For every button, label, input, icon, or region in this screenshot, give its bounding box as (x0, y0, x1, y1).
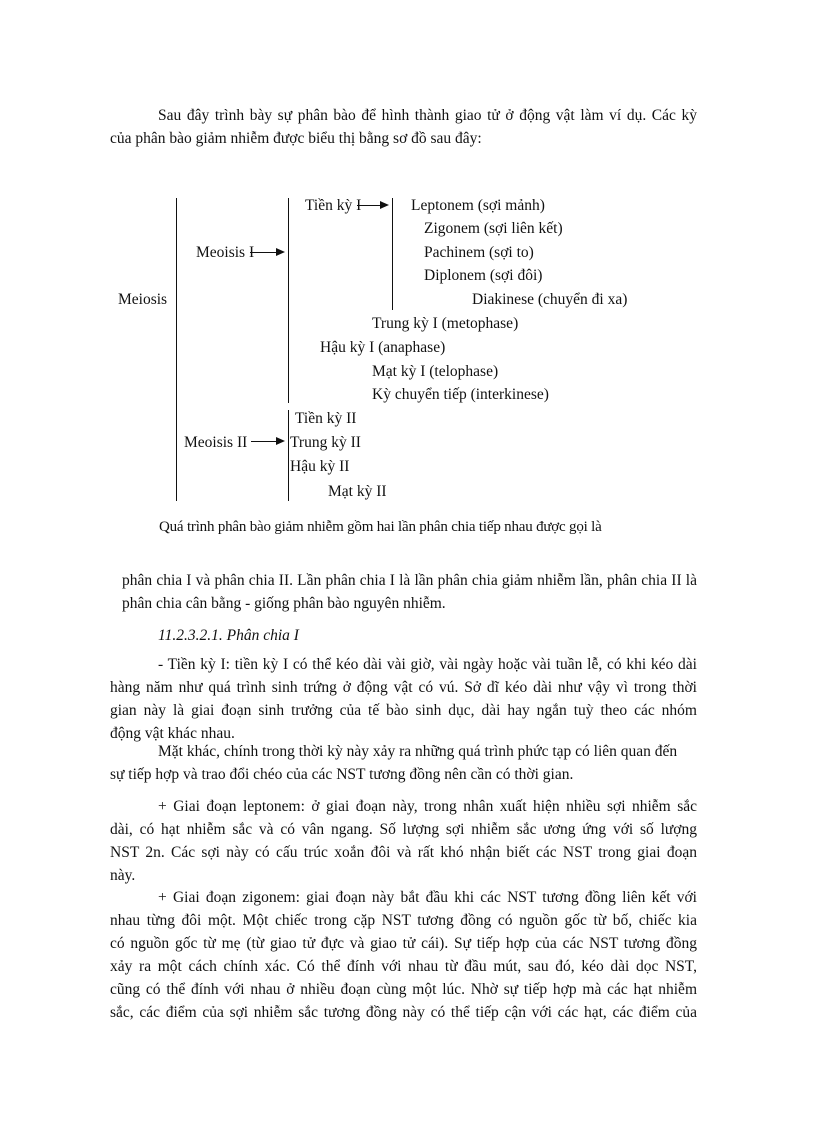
phase-tien-ky-2: Tiền kỳ II (295, 410, 357, 427)
zigonem-line-1: + Giai đoạn zigonem: giai đoạn này bắt đầu khi các NST tương đồng liên kết với (158, 889, 697, 906)
stage-diplonem: Diplonem (sợi đôi) (424, 267, 543, 284)
tien-ky-line-2: hàng năm như quá trình sinh trứng ở động vật có vú. Sở dĩ kéo dài như vậy vì trong thời (110, 679, 697, 696)
tien-ky-1-arrow-line (357, 205, 381, 206)
diagram-caption: Quá trình phân bào giảm nhiễm gồm hai lần phân chia tiếp nhau được gọi là (159, 519, 602, 535)
zigonem-line-5: cũng có thể đính với nhau ở nhiều đoạn cùng một lúc. Nhờ sự tiếp hợp mà các hạt nhiễm (110, 981, 697, 998)
tien-ky-line-4: động vật khác nhau. (110, 725, 235, 742)
leptonem-line-1: + Giai đoạn leptonem: ở giai đoạn này, trong nhân xuất hiện nhiều sợi nhiễm sắc (158, 798, 697, 815)
leptonem-line-2: dài, có hạt nhiễm sắc và có vân ngang. Số lượng sợi nhiễm sắc ương ứng với số lượng (110, 821, 697, 838)
mat-khac-line-1: Mặt khác, chính trong thời kỳ này xảy ra những quá trình phức tạp có liên quan đến (158, 743, 678, 760)
phase-mat-ky-1: Mạt kỳ I (telophase) (372, 363, 499, 380)
mat-khac-paragraph (110, 740, 697, 786)
zigonem-line-4: xảy ra một cách chính xác. Có thể đính với nhau từ đầu mút, sau đó, kéo dài dọc NST, (110, 958, 697, 975)
tien-ky-1-arrowhead (380, 201, 389, 209)
zigonem-paragraph (110, 886, 697, 1024)
zigonem-line-3: có nguồn gốc từ mẹ (từ giao tử đực và giao tử cái). Sự tiếp hợp của các NST tương đồng (110, 935, 697, 952)
tien-ky-paragraph (110, 653, 697, 745)
stage-leptonem: Leptonem (sợi mảnh) (411, 197, 545, 214)
leptonem-line-3: NST 2n. Các sợi này có cấu trúc xoắn đôi và rất khó nhận biết các NST trong giai đoạn (110, 844, 697, 861)
mat-khac-line-2: sự tiếp hợp và trao đổi chéo của các NST tương đồng nên cần có thời gian. (110, 766, 574, 783)
zigonem-line-6: sắc, các điểm của sợi nhiễm sắc tương đồng này có thể tiếp cận với các hạt, các điểm của (110, 1004, 697, 1021)
meiosis-2-bracket-line (288, 410, 289, 501)
zigonem-line-2: nhau từng đôi một. Một chiếc trong cặp NST tương đồng có nguồn gốc từ bố, chiếc kia (110, 912, 697, 929)
phase-ky-chuyen-tiep: Kỳ chuyển tiếp (interkinese) (372, 386, 549, 403)
root-bracket-line (176, 198, 177, 501)
division-line-2: phân chia cân bằng - giống phân bào nguyên nhiễm. (122, 595, 446, 612)
tien-ky-line-1: - Tiền kỳ I: tiền kỳ I có thể kéo dài vài giờ, vài ngày hoặc vài tuần lễ, có khi kéo dài (158, 656, 697, 673)
phase-trung-ky-2: Trung kỳ II (290, 434, 361, 451)
phase-mat-ky-2: Mạt kỳ II (328, 483, 387, 500)
meiosis-1-arrow-line (250, 252, 278, 253)
diagram-root-label: Meiosis (118, 291, 168, 308)
phase-hau-ky-1: Hậu kỳ I (anaphase) (320, 339, 446, 356)
tien-ky-1-label: Tiền kỳ I (305, 197, 362, 214)
tien-ky-1-bracket-line (392, 198, 393, 310)
phase-trung-ky-1: Trung kỳ I (metophase) (372, 315, 519, 332)
leptonem-paragraph (110, 795, 697, 887)
section-heading: 11.2.3.2.1. Phân chia I (158, 627, 299, 644)
stage-diakinese: Diakinese (chuyển đi xa) (472, 291, 628, 308)
meiosis-1-label: Meoisis I (196, 244, 255, 261)
meiosis-1-arrowhead (276, 248, 285, 256)
tien-ky-line-3: gian này là giai đoạn sinh trưởng của tế bào sinh dục, dài hay ngắn tuỳ theo các nhóm (110, 702, 697, 719)
stage-zigonem: Zigonem (sợi liên kết) (424, 220, 563, 237)
intro-line-2: của phân bào giảm nhiễm được biểu thị bằng sơ đồ sau đây: (110, 130, 482, 147)
intro-line-1: Sau đây trình bày sự phân bào để hình thành giao tử ở động vật làm ví dụ. Các kỳ (158, 107, 697, 124)
division-line-1: phân chia I và phân chia II. Lần phân chia I là lần phân chia giảm nhiễm lần, phân chia II là (122, 572, 697, 589)
meiosis-2-arrowhead (276, 437, 285, 445)
stage-pachinem: Pachinem (sợi to) (424, 244, 534, 261)
intro-paragraph (110, 104, 697, 150)
phase-hau-ky-2: Hậu kỳ II (290, 458, 350, 475)
meiosis-2-arrow-line (251, 441, 278, 442)
division-paragraph (122, 569, 697, 615)
leptonem-line-4: này. (110, 867, 136, 884)
meiosis-1-bracket-line (288, 198, 289, 403)
meiosis-2-label: Meoisis II (184, 434, 248, 451)
